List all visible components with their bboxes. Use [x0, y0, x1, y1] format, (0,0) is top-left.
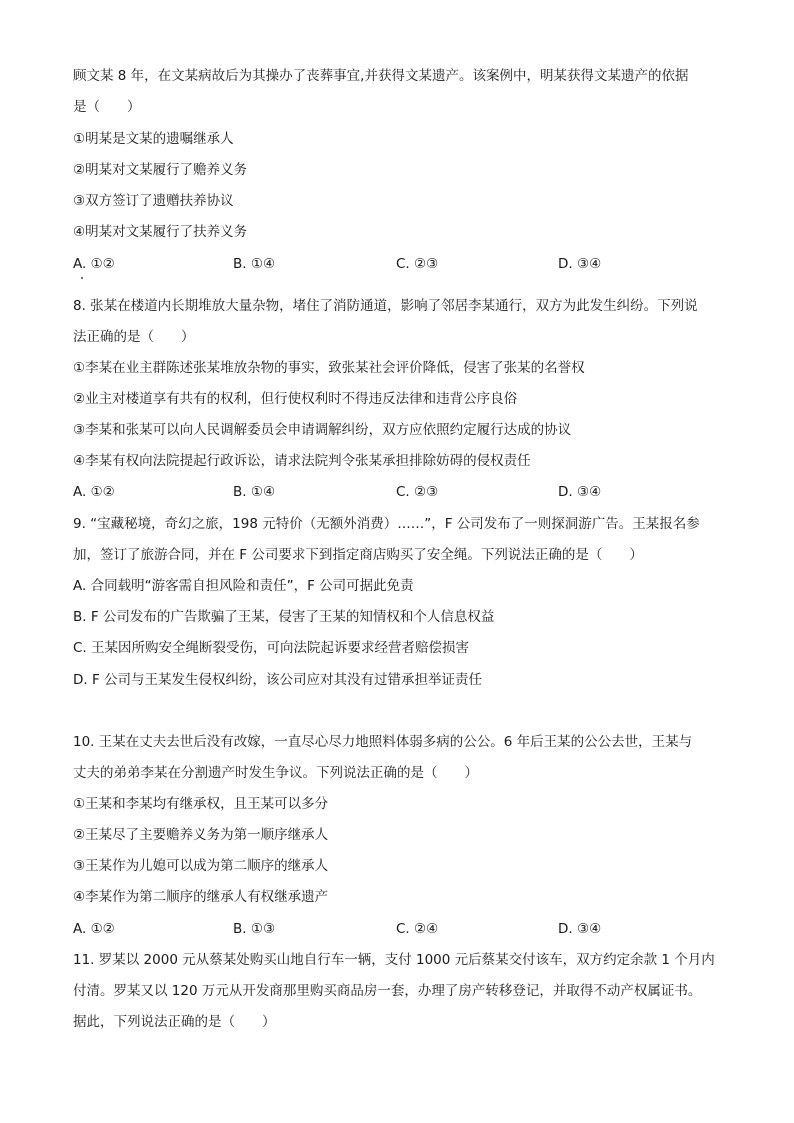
q10-item-3: ③王某作为儿媳可以成为第二顺序的继承人 [73, 858, 329, 874]
q7-option-c: C. ②③ [396, 256, 439, 272]
q10-stem-line1: 10. 王某在丈夫去世后没有改嫁，一直尽心尽力地照料体弱多病的公公。6 年后王某的公公去世，王某与 [73, 734, 693, 750]
q9-choice-c: C. 王某因所购安全绳断裂受伤，可向法院起诉要求经营者赔偿损害 [73, 640, 470, 656]
q8-option-d: D. ③④ [558, 484, 602, 500]
q8-item-3: ③李某和张某可以向人民调解委员会申请调解纠纷，双方应依照约定履行达成的协议 [73, 422, 572, 438]
q10-option-b: B. ①③ [233, 921, 276, 937]
q9-choice-d: D. F 公司与王某发生侵权纠纷，该公司应对其没有过错承担举证责任 [73, 672, 483, 688]
q7-option-d: D. ③④ [558, 256, 602, 272]
q11-stem-line3: 据此，下列说法正确的是（ ） [73, 1014, 276, 1030]
q7-stem-line2: 是（ ） [73, 99, 141, 115]
q7-stem-line1: 顾文某 8 年，在文某病故后为其操办了丧葬事宜,并获得文某遗产。该案例中，明某获得文某遗产的依据 [73, 68, 689, 84]
q7-item-2: ②明某对文某履行了赡养义务 [73, 162, 248, 178]
q9-stem-line2: 加，签订了旅游合同，并在 F 公司要求下到指定商店购买了安全绳。下列说法正确的是（ ） [73, 547, 643, 563]
q10-item-4: ④李某作为第二顺序的继承人有权继承遗产 [73, 889, 329, 905]
q7-option-b: B. ①④ [233, 256, 276, 272]
q7-option-a: A. ①② [73, 256, 115, 272]
q7-item-3: ③双方签订了遗赠扶养协议 [73, 193, 234, 209]
q10-item-2: ②王某尽了主要赡养义务为第一顺序继承人 [73, 827, 329, 843]
q8-item-4: ④李某有权向法院提起行政诉讼，请求法院判令张某承担排除妨碍的侵权责任 [73, 453, 531, 469]
q10-item-1: ①王某和李某均有继承权，且王某可以多分 [73, 796, 329, 812]
q8-option-b: B. ①④ [233, 484, 276, 500]
q10-option-d: D. ③④ [558, 921, 602, 937]
q9-stem-line1: 9. “宝藏秘境，奇幻之旅，198 元特价（无额外消费）……”，F 公司发布了一则探洞游广告。王某报名参 [73, 516, 700, 532]
q10-option-c: C. ②④ [396, 921, 439, 937]
stray-dot-mark [81, 277, 83, 279]
q8-stem-line1: 8. 张某在楼道内长期堆放大量杂物，堵住了消防通道，影响了邻居李某通行，双方为此发生纠纷。下列说 [73, 298, 698, 314]
q10-stem-line2: 丈夫的弟弟李某在分割遗产时发生争议。下列说法正确的是（ ） [73, 765, 478, 781]
q8-item-2: ②业主对楼道享有共有的权利，但行使权利时不得违反法律和违背公序良俗 [73, 391, 518, 407]
q9-choice-a: A. 合同载明“游客需自担风险和责任”，F 公司可据此免责 [73, 578, 414, 594]
q8-stem-line2: 法正确的是（ ） [73, 329, 195, 345]
q7-item-1: ①明某是文某的遗嘱继承人 [73, 131, 234, 147]
q11-stem-line1: 11. 罗某以 2000 元从蔡某处购买山地自行车一辆，支付 1000 元后蔡某交付该车，双方约定余款 1 个月内 [73, 952, 715, 968]
q9-choice-b: B. F 公司发布的广告欺骗了王某，侵害了王某的知情权和个人信息权益 [73, 609, 495, 625]
q11-stem-line2: 付清。罗某又以 120 万元从开发商那里购买商品房一套，办理了房产转移登记，并取得不动产权属证书。 [73, 983, 702, 999]
q8-item-1: ①李某在业主群陈述张某堆放杂物的事实，致张某社会评价降低，侵害了张某的名誉权 [73, 360, 585, 376]
q10-option-a: A. ①② [73, 921, 115, 937]
q8-option-a: A. ①② [73, 484, 115, 500]
q8-option-c: C. ②③ [396, 484, 439, 500]
q7-item-4: ④明某对文某履行了扶养义务 [73, 224, 248, 240]
